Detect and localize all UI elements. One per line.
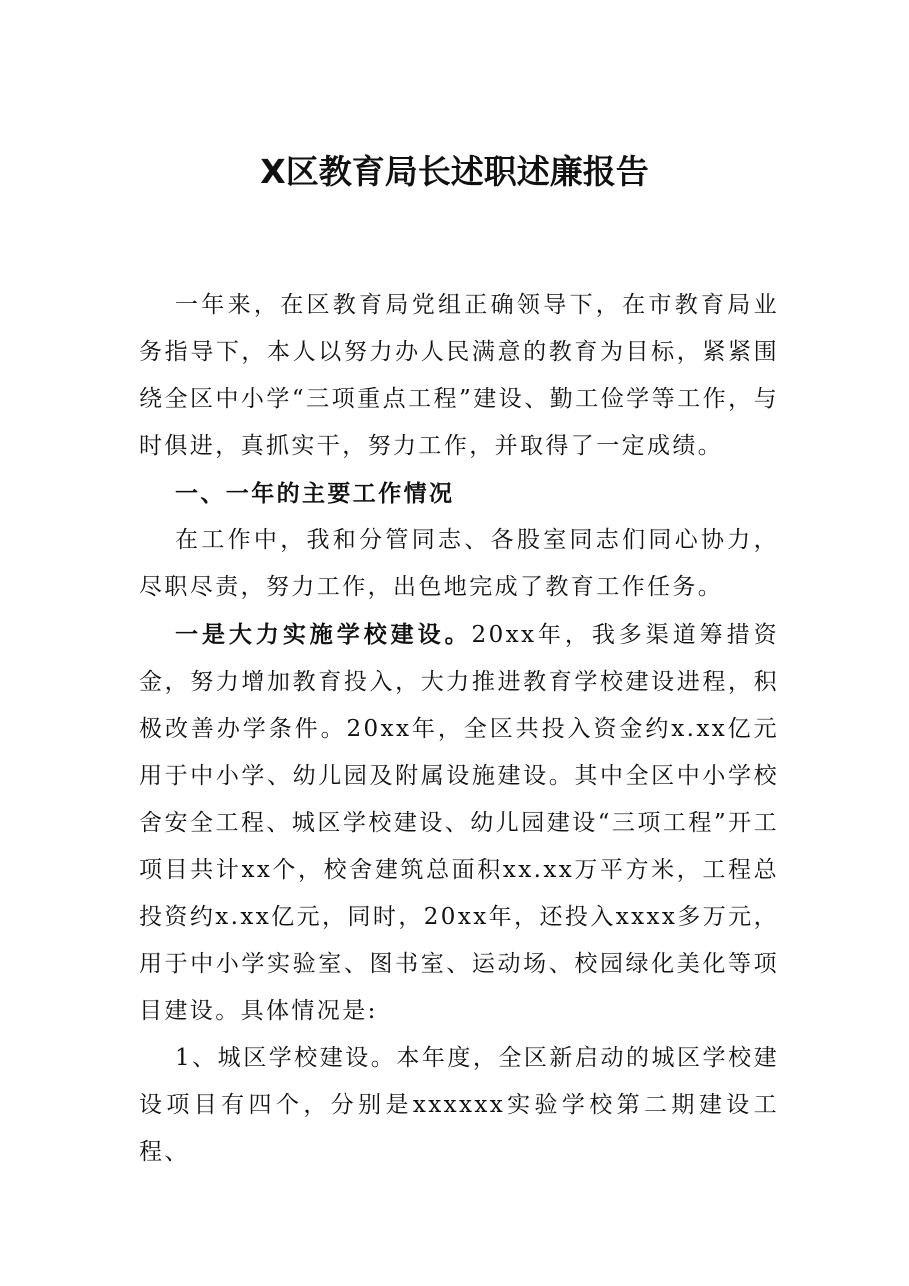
item-lead-text: 一是大力实施学校建设。 [175,621,472,648]
subitem-paragraph: 1、城区学校建设。本年度，全区新启动的城区学校建设项目有四个，分别是xxxxxx实验学校第二期建设工程、 [139,1045,779,1165]
intro-paragraph: 一年来，在区教育局党组正确领导下，在市教育局业务指导下，本人以努力办人民满意的教育为目标，紧紧围绕全区中小学“三项重点工程”建设、勤工俭学等工作，与时俱进，真抓实干，努力工作，并取得了一定成绩。 [139,292,779,459]
item-body-text: 20xx年，我多渠道筹措资金，努力增加教育投入，大力推进教育学校建设进程，积极改善办学条件。20xx年，全区共投入资金约x.xx亿元用于中小学、幼儿园及附属设施建设。其中全区中小学校舍安全工程、城区学校建设、幼儿园建设“三项工程”开工项目共计xx个，校舍建筑总面积xx.xx万平方米，工程总投资约x.xx亿元，同时，20xx年，还投入xxxx多万元，用于中小学实验室、图书室、运动场、校园绿化美化等项目建设。具体情况是: [139,622,779,1024]
section-heading: 一、一年的主要工作情况 [175,480,455,507]
section-intro-paragraph: 在工作中，我和分管同志、各股室同志们同心协力，尽职尽责，努力工作，出色地完成了教育工作任务。 [139,527,779,600]
document-title: X区教育局长述职述廉报告 [260,152,649,191]
item-paragraph [139,611,779,1035]
document-body [139,282,779,1176]
